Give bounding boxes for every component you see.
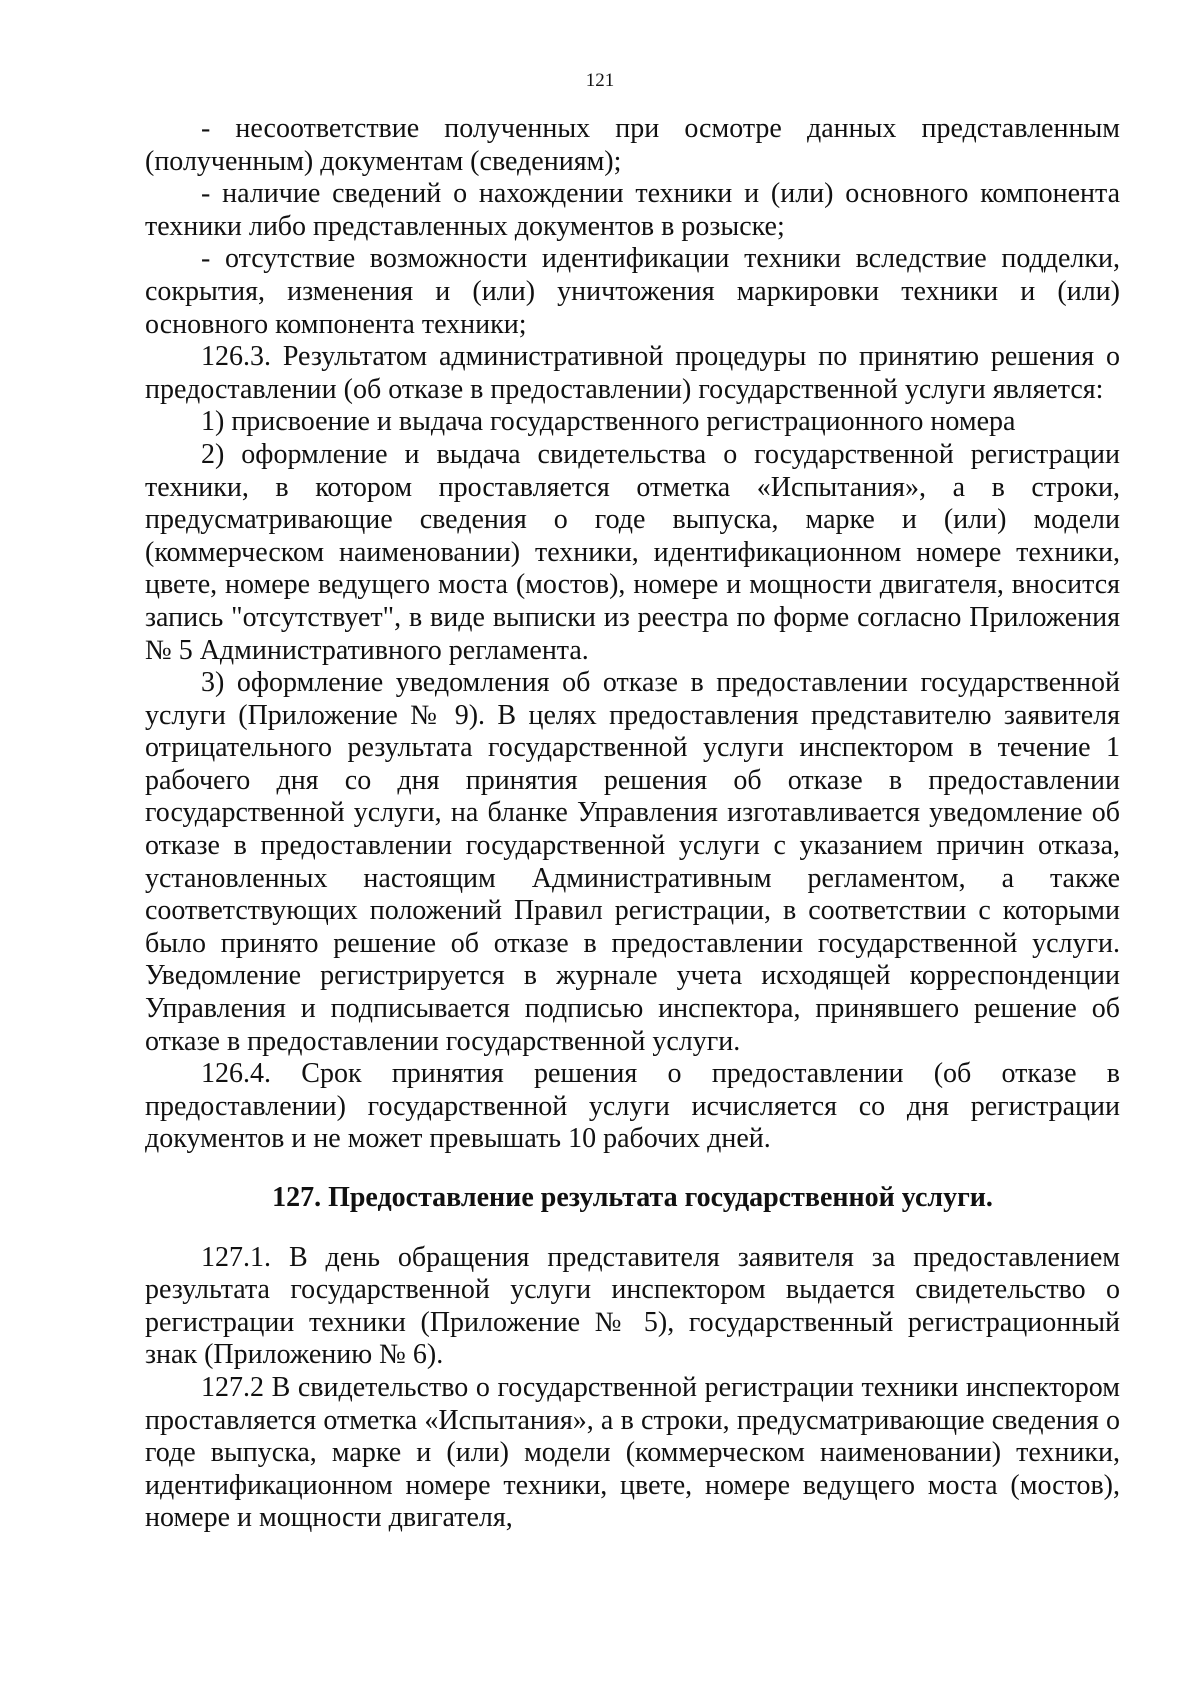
paragraph-item-1: 1) присвоение и выдача государственного регистрационного номера	[201, 406, 1016, 438]
paragraph-identification: - отсутствие возможности идентификации техники вследствие подделки, сокрытия, изменения и (или) уничтожения маркировки техники и (или) основного компонента техники;	[145, 243, 1120, 340]
page-number: 121	[585, 70, 615, 91]
paragraph-item-2: 2) оформление и выдача свидетельства о государственной регистрации техники, в котором проставляется отметка «Испытания», а в строки, предусматривающие сведения о годе выпуска, марке и (или) модели (коммерческом наименовании) техники, идентификационном номере техники, цвете, номере ведущего моста (мостов), номере и мощности двигателя, вносится запись "отсутствует", в виде выписки из реестра по форме согласно Приложения № 5 Административного регламента.	[145, 438, 1120, 666]
document-body	[145, 113, 1120, 1535]
paragraph-127-1: 127.1. В день обращения представителя заявителя за предоставлением результата государственной услуги инспектором выдается свидетельство о регистрации техники (Приложение № 5), государственный регистрационный знак (Приложению № 6).	[145, 1241, 1120, 1371]
paragraph-126-3: 126.3. Результатом административной процедуры по принятию решения о предоставлении (об отказе в предоставлении) государственной услуги является:	[145, 341, 1120, 405]
paragraph-127-2: 127.2 В свидетельство о государственной регистрации техники инспектором проставляется отметка «Испытания», а в строки, предусматривающие сведения о годе выпуска, марке и (или) модели (коммерческом наименовании) техники, идентификационном номере техники, цвете, номере ведущего моста (мостов), номере и мощности двигателя,	[145, 1371, 1120, 1534]
paragraph-wanted: - наличие сведений о нахождении техники и (или) основного компонента техники либо представленных документов в розыске;	[145, 178, 1120, 242]
paragraph-item-3: 3) оформление уведомления об отказе в предоставлении государственной услуги (Приложение № 9). В целях предоставления представителю заявителя отрицательного результата государственной услуги инспектором в течение 1 рабочего дня со дня принятия решения об отказе в предоставлении государственной услуги, на бланке Управления изготавливается уведомление об отказе в предоставлении государственной услуги с указанием причин отказа, установленных настоящим Административным регламентом, а также соответствующих положений Правил регистрации, в соответствии с которыми было принято решение об отказе в предоставлении государственной услуги. Уведомление регистрируется в журнале учета исходящей корреспонденции Управления и подписывается подписью инспектора, принявшего решение об отказе в предоставлении государственной услуги.	[145, 667, 1120, 1057]
section-heading: 127. Предоставление результата государственной услуги.	[272, 1182, 993, 1213]
paragraph-126-4: 126.4. Срок принятия решения о предоставлении (об отказе в предоставлении) государственной услуги исчисляется со дня регистрации документов и не может превышать 10 рабочих дней.	[145, 1058, 1120, 1155]
paragraph-mismatch: - несоответствие полученных при осмотре данных представленным (полученным) документам (сведениям);	[145, 113, 1120, 177]
